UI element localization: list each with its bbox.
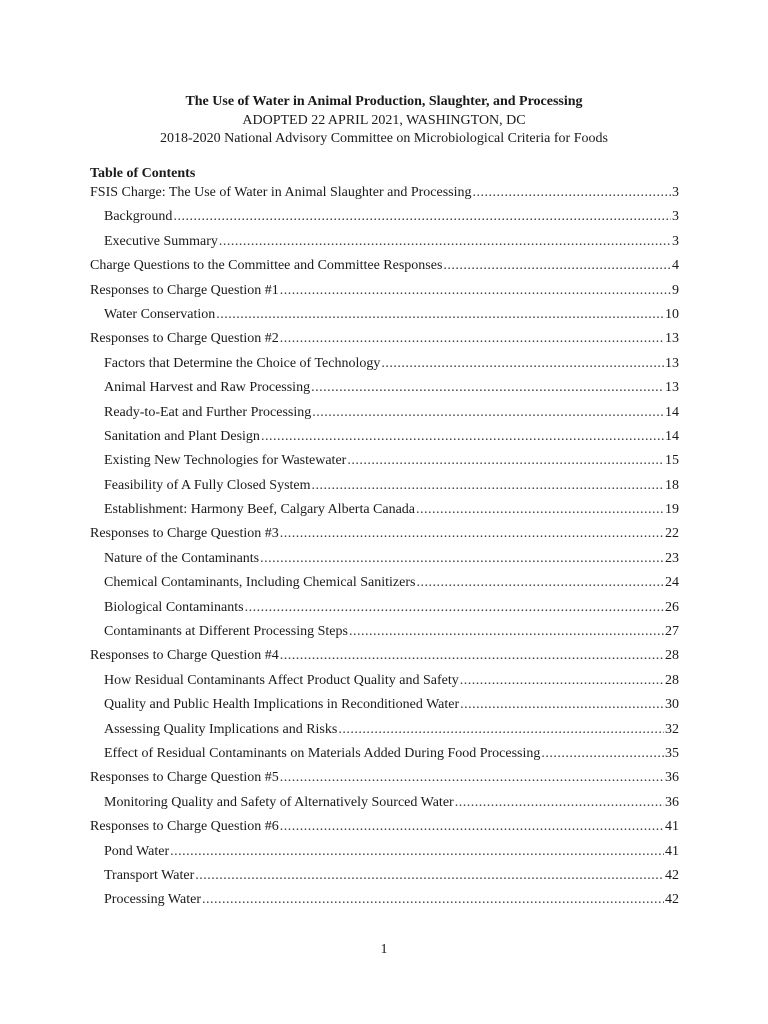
toc-entry[interactable]: [90, 744, 679, 768]
toc-entry-page: 28: [665, 672, 679, 688]
toc-entry-label: Animal Harvest and Raw Processing: [104, 380, 311, 396]
toc-entry-page: 18: [665, 477, 679, 493]
toc-entry[interactable]: [90, 842, 679, 866]
toc-entry[interactable]: [90, 866, 679, 890]
toc-entry-label: Establishment: Harmony Beef, Calgary Alberta Canada: [104, 502, 416, 518]
toc-entry-page: 42: [665, 892, 679, 908]
dot-leader: [280, 768, 664, 788]
toc-entry[interactable]: [90, 427, 679, 451]
toc-entry[interactable]: [90, 573, 679, 597]
toc-entry[interactable]: [90, 232, 679, 256]
dot-leader: [280, 817, 664, 837]
dot-leader: [443, 256, 671, 276]
toc-entry-label: Responses to Charge Question #2: [90, 331, 279, 347]
toc-entry-page: 14: [665, 428, 679, 444]
toc-entry[interactable]: [90, 281, 679, 305]
toc-entry-label: Executive Summary: [104, 233, 218, 249]
toc-entry-page: 10: [665, 306, 679, 322]
toc-entry[interactable]: [90, 695, 679, 719]
dot-leader: [280, 524, 664, 544]
toc-entry-label: Water Conservation: [104, 306, 216, 322]
toc-entry[interactable]: [90, 817, 679, 841]
dot-leader: [416, 573, 664, 593]
toc-entry-label: Nature of the Contaminants: [104, 550, 260, 566]
toc-entry-label: Responses to Charge Question #6: [90, 819, 279, 835]
dot-leader: [261, 427, 664, 447]
toc-entry[interactable]: [90, 646, 679, 670]
dot-leader: [473, 183, 672, 203]
toc-entry-page: 23: [665, 550, 679, 566]
toc-entry-label: Monitoring Quality and Safety of Alternatively Sourced Water: [104, 794, 454, 810]
toc-entry-page: 41: [665, 843, 679, 859]
toc-entry[interactable]: [90, 329, 679, 353]
toc-entry[interactable]: [90, 305, 679, 329]
toc-heading: Table of Contents: [90, 166, 196, 181]
document-title: The Use of Water in Animal Production, Slaughter, and Processing: [185, 94, 583, 109]
document-header: [0, 93, 768, 149]
toc-entry-label: Background: [104, 209, 173, 225]
toc-entry-page: 36: [665, 794, 679, 810]
toc-entry-label: Responses to Charge Question #1: [90, 282, 279, 298]
toc-entry[interactable]: [90, 622, 679, 646]
toc-entry[interactable]: [90, 890, 679, 914]
dot-leader: [173, 207, 671, 227]
toc-entry-page: 14: [665, 404, 679, 420]
dot-leader: [280, 646, 664, 666]
dot-leader: [170, 842, 664, 862]
toc-entry[interactable]: [90, 476, 679, 500]
dot-leader: [216, 305, 664, 325]
toc-entry[interactable]: [90, 183, 679, 207]
toc-entry-label: Factors that Determine the Choice of Technology: [104, 355, 381, 371]
toc-entry-page: 3: [672, 233, 679, 249]
dot-leader: [338, 720, 664, 740]
toc-entry[interactable]: [90, 207, 679, 231]
dot-leader: [312, 476, 664, 496]
toc-entry-page: 3: [672, 185, 679, 200]
toc-entry[interactable]: [90, 403, 679, 427]
toc-entry-label: FSIS Charge: The Use of Water in Animal Slaughter and Processing: [90, 185, 472, 200]
table-of-contents: [90, 183, 679, 915]
dot-leader: [280, 329, 664, 349]
toc-entry-page: 41: [665, 819, 679, 835]
toc-entry[interactable]: [90, 549, 679, 573]
toc-entry-page: 3: [672, 209, 679, 225]
toc-entry[interactable]: [90, 768, 679, 792]
toc-entry[interactable]: [90, 793, 679, 817]
toc-entry-page: 27: [665, 624, 679, 640]
toc-entry-label: Responses to Charge Question #5: [90, 770, 279, 786]
toc-entry-page: 24: [665, 575, 679, 591]
toc-entry-page: 15: [665, 453, 679, 469]
toc-entry-label: Processing Water: [104, 892, 201, 908]
committee-line: 2018-2020 National Advisory Committee on Microbiological Criteria for Foods: [160, 131, 608, 146]
toc-entry-page: 13: [665, 355, 679, 371]
dot-leader: [280, 281, 671, 301]
toc-entry-page: 36: [665, 770, 679, 786]
toc-entry-label: Assessing Quality Implications and Risks: [104, 721, 338, 737]
toc-entry-page: 4: [672, 258, 679, 274]
dot-leader: [260, 549, 664, 569]
dot-leader: [311, 378, 664, 398]
toc-entry-page: 32: [665, 721, 679, 737]
toc-entry-page: 19: [665, 502, 679, 518]
toc-entry-label: Sanitation and Plant Design: [104, 428, 260, 444]
toc-entry[interactable]: [90, 500, 679, 524]
toc-entry-label: Biological Contaminants: [104, 599, 244, 615]
toc-entry[interactable]: [90, 354, 679, 378]
toc-entry-label: Quality and Public Health Implications in Reconditioned Water: [104, 697, 460, 713]
dot-leader: [245, 598, 664, 618]
adoption-line: ADOPTED 22 APRIL 2021, WASHINGTON, DC: [242, 112, 526, 128]
dot-leader: [349, 622, 664, 642]
dot-leader: [347, 451, 664, 471]
toc-entry[interactable]: [90, 524, 679, 548]
toc-entry-label: Ready-to-Eat and Further Processing: [104, 404, 312, 420]
dot-leader: [381, 354, 664, 374]
toc-entry-label: Responses to Charge Question #4: [90, 648, 279, 664]
toc-entry-label: Contaminants at Different Processing Steps: [104, 624, 348, 640]
dot-leader: [219, 232, 671, 252]
toc-entry[interactable]: [90, 720, 679, 744]
toc-entry-page: 22: [665, 526, 679, 542]
toc-entry-label: Chemical Contaminants, Including Chemical Sanitizers: [104, 575, 416, 591]
toc-entry-page: 9: [672, 282, 679, 298]
toc-entry-label: Effect of Residual Contaminants on Materials Added During Food Processing: [104, 745, 541, 761]
toc-entry-label: Pond Water: [104, 843, 170, 859]
toc-entry-label: Feasibility of A Fully Closed System: [104, 477, 311, 493]
dot-leader: [312, 403, 664, 423]
toc-entry[interactable]: [90, 451, 679, 475]
toc-entry-label: Transport Water: [104, 867, 195, 883]
toc-entry-label: How Residual Contaminants Affect Product Quality and Safety: [104, 672, 459, 688]
toc-entry-page: 26: [665, 599, 679, 615]
dot-leader: [195, 866, 664, 886]
toc-entry-label: Charge Questions to the Committee and Committee Responses: [90, 258, 443, 274]
dot-leader: [460, 695, 664, 715]
toc-entry-page: 42: [665, 867, 679, 883]
dot-leader: [460, 671, 664, 691]
toc-entry-page: 13: [665, 331, 679, 347]
page-number: 1: [380, 942, 388, 957]
toc-entry-page: 35: [665, 745, 679, 761]
toc-entry[interactable]: [90, 378, 679, 402]
dot-leader: [541, 744, 664, 764]
toc-entry-label: Existing New Technologies for Wastewater: [104, 453, 347, 469]
toc-entry-label: Responses to Charge Question #3: [90, 526, 279, 542]
toc-entry[interactable]: [90, 256, 679, 280]
toc-entry[interactable]: [90, 671, 679, 695]
toc-entry[interactable]: [90, 598, 679, 622]
dot-leader: [416, 500, 664, 520]
toc-entry-page: 13: [665, 380, 679, 396]
toc-entry-page: 28: [665, 648, 679, 664]
toc-entry-page: 30: [665, 697, 679, 713]
dot-leader: [202, 890, 664, 910]
dot-leader: [455, 793, 664, 813]
